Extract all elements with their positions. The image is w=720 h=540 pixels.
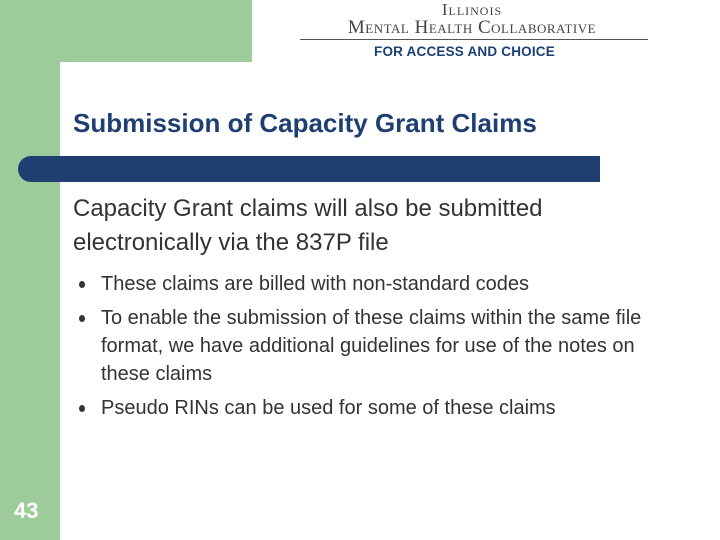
top-green-block bbox=[0, 0, 252, 62]
title-underline-bar bbox=[18, 156, 600, 182]
logo-tagline: FOR ACCESS AND CHOICE bbox=[374, 44, 555, 59]
logo-line-2: Mental Health Collaborative bbox=[347, 17, 597, 38]
list-item bbox=[79, 270, 659, 298]
logo bbox=[296, 0, 652, 64]
bullet-icon bbox=[79, 281, 85, 288]
bullet-icon bbox=[79, 315, 85, 322]
bullet-list bbox=[79, 270, 659, 428]
logo-divider bbox=[300, 39, 648, 40]
page-number: 43 bbox=[14, 498, 39, 523]
left-green-sidebar bbox=[0, 0, 60, 540]
bullet-icon bbox=[79, 405, 85, 412]
body-paragraph: Capacity Grant claims will also be submitted electronically via the 837P file bbox=[73, 195, 543, 256]
bullet-text: These claims are billed with non-standard codes bbox=[101, 273, 529, 295]
logo-line-1: Illinois bbox=[441, 0, 503, 19]
list-item bbox=[79, 394, 659, 422]
slide-title: Submission of Capacity Grant Claims bbox=[73, 108, 537, 138]
bullet-text: To enable the submission of these claims within the same file format, we have additional guidelines for use of the notes on these claims bbox=[101, 307, 642, 385]
list-item bbox=[79, 304, 659, 388]
bullet-text: Pseudo RINs can be used for some of these claims bbox=[101, 397, 556, 419]
